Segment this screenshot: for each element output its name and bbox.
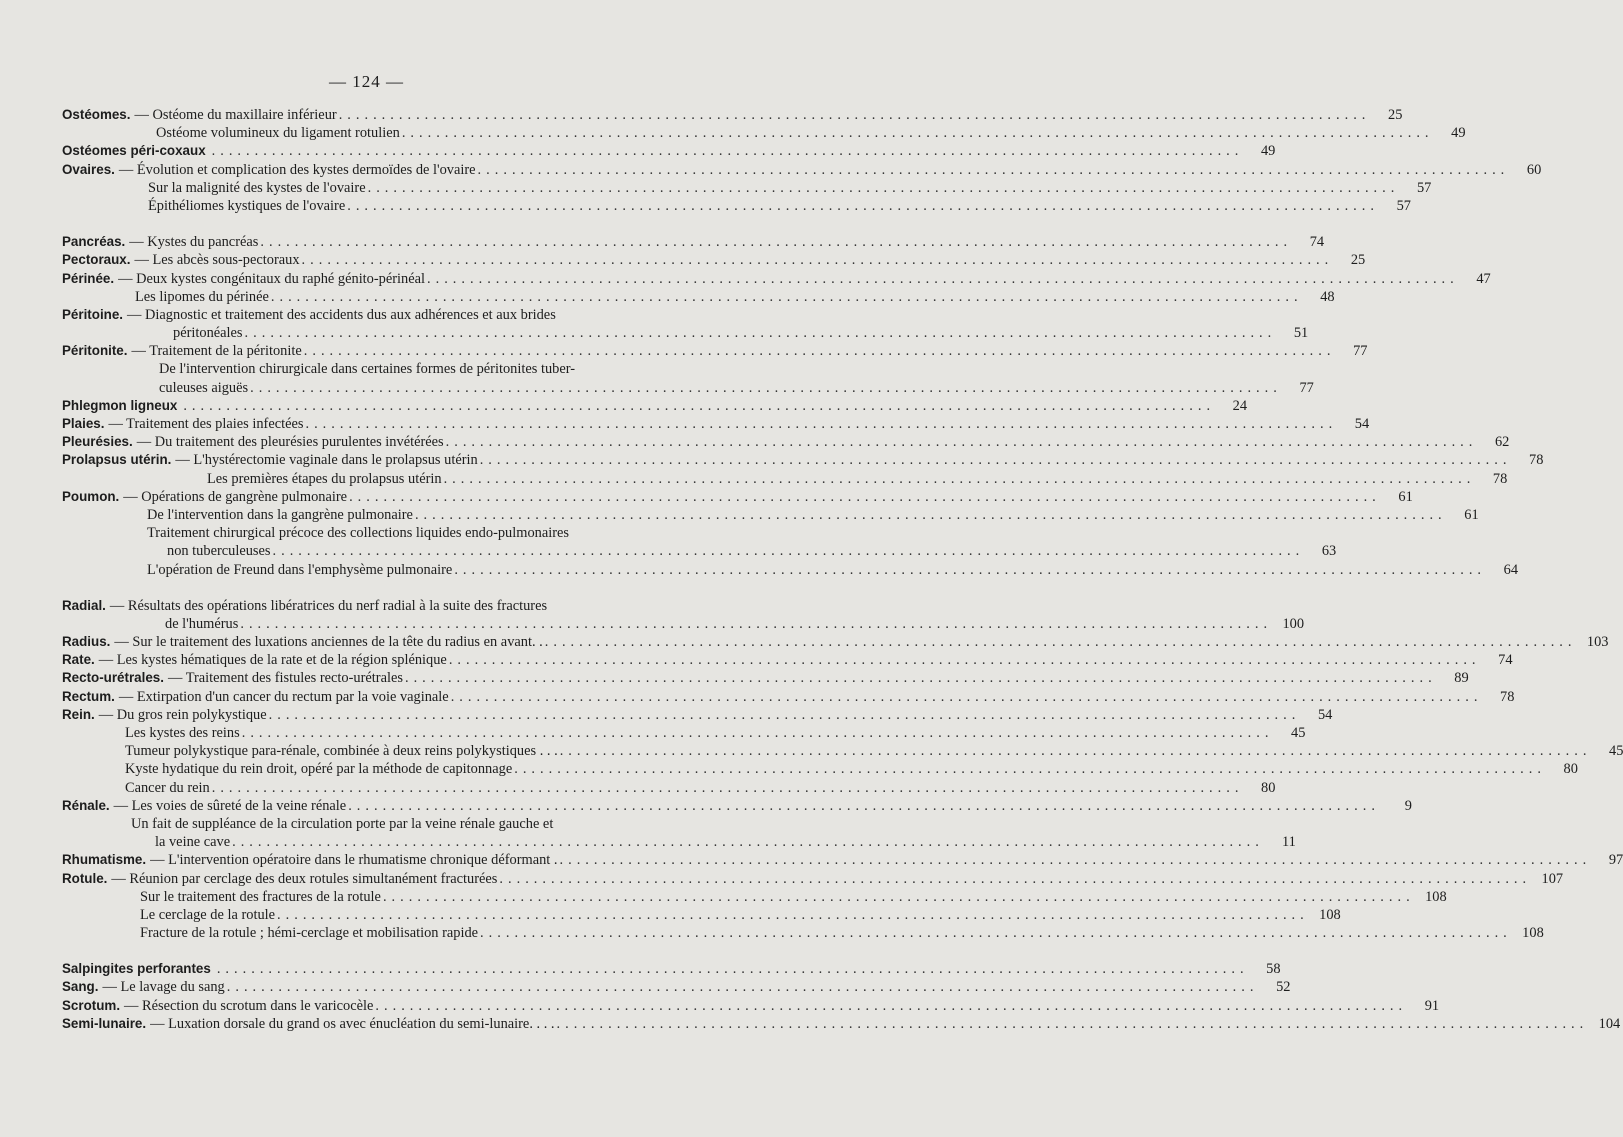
entry-heading: Rate.: [62, 652, 95, 668]
index-entry: [62, 597, 669, 615]
index-entry: [62, 815, 669, 833]
page-ref: 24: [1232, 397, 1248, 414]
entry-heading: Rein.: [62, 706, 95, 722]
entry-heading: Péritoine.: [62, 306, 124, 322]
leader-dots: ........................................................................................................................: [211, 143, 1244, 160]
leader-dots: ........................................................................................................................: [216, 961, 1249, 978]
entry-title: Traitement chirurgical précoce des collections liquides endo-pulmonaires: [147, 525, 570, 542]
page-ref: 62: [1494, 434, 1510, 451]
index-entry: [62, 797, 1412, 815]
leader-dots: ........................................................................................................................: [477, 161, 1510, 178]
leader-dots: ........................................................................................................................: [277, 906, 1309, 923]
entry-title: De l'intervention dans la gangrène pulmonaire: [147, 506, 413, 523]
entry-title: Cancer du rein: [125, 779, 210, 796]
index-entry: [62, 706, 1333, 724]
index-entry: [62, 360, 669, 378]
index-entry: [62, 470, 1508, 488]
entry-heading: Radius.: [62, 634, 111, 650]
page-ref: 57: [1396, 197, 1411, 214]
page-ref: 54: [1317, 706, 1333, 723]
leader-dots: ........................................................................................................................: [382, 888, 1415, 905]
leader-dots: ........................................................................................................................: [401, 125, 1434, 142]
index-entry: [62, 142, 1276, 160]
index-entry: [62, 433, 1510, 451]
entry-title: non tuberculeuses: [167, 543, 271, 560]
page-ref: 45: [1291, 725, 1306, 741]
leader-dots: ........................................................................................................................: [559, 743, 1592, 760]
index-entry: [62, 179, 1432, 197]
index-entry: [62, 451, 1544, 469]
entry-title: — Réunion par cerclage des deux rotules simultanément fracturées: [111, 870, 498, 887]
entry-title: — L'hystérectomie vaginale dans le prolapsus utérin: [175, 452, 478, 469]
page-ref: 48: [1320, 288, 1335, 305]
index-entry: [62, 833, 1296, 851]
page-ref: 108: [1522, 925, 1544, 942]
leader-dots: ........................................................................................................................: [559, 852, 1592, 869]
leader-dots: ........................................................................................................................: [338, 107, 1371, 123]
entry-title: Sur le traitement des fractures de la rotule: [140, 888, 381, 905]
section-gap: [62, 579, 669, 597]
index-entry: [62, 960, 1281, 978]
index-entry: [62, 906, 1341, 924]
leader-dots: ........................................................................................................................: [301, 252, 1334, 269]
leader-dots: ........................................................................................................................: [427, 270, 1459, 287]
entry-title: — Kystes du pancréas: [129, 234, 259, 251]
leader-dots: ........................................................................................................................: [499, 870, 1532, 887]
entry-heading: Pectoraux.: [62, 252, 131, 268]
page-ref: 74: [1498, 652, 1513, 669]
index-entry: [62, 106, 1403, 124]
entry-title: Fracture de la rotule ; hémi-cerclage et mobilisation rapide: [140, 925, 479, 942]
entry-title: — Résection du scrotum dans le varicocèle: [124, 997, 374, 1014]
entry-title: — Évolution et complication des kystes dermoïdes de l'ovaire: [118, 161, 476, 178]
entry-title: — Résultats des opérations libératrices du nerf radial à la suite des fractures: [109, 597, 548, 614]
leader-dots: ........................................................................................................................: [448, 652, 1481, 669]
entry-title: — Deux kystes congénitaux du raphé génito-périnéal: [118, 270, 426, 287]
entry-heading: Sang.: [62, 979, 99, 995]
entry-heading: Phlegmon ligneux: [62, 397, 178, 413]
entry-title: — Les voies de sûreté de la veine rénale: [113, 797, 347, 814]
index-entry: [62, 561, 1519, 579]
entry-heading: Ostéomes.: [62, 107, 131, 122]
index-entry: [62, 633, 1609, 651]
index-entry: [62, 742, 1623, 760]
entry-title: — Ostéome du maxillaire inférieur: [134, 107, 337, 123]
page-ref: 78: [1492, 470, 1508, 487]
leader-dots: ........................................................................................................................: [260, 234, 1293, 251]
page-ref: 108: [1319, 906, 1341, 923]
index-entry: [62, 197, 1411, 215]
entry-title: Un fait de suppléance de la circulation porte par la veine rénale gauche et: [131, 815, 554, 832]
leader-dots: ........................................................................................................................: [240, 615, 1273, 632]
page-ref: 108: [1425, 888, 1447, 905]
page-ref: 25: [1350, 252, 1366, 269]
entry-title: — Le lavage du sang: [102, 979, 225, 996]
index-entry: [62, 270, 1491, 288]
entry-heading: Scrotum.: [62, 997, 121, 1013]
leader-dots: ........................................................................................................................: [443, 470, 1476, 487]
entry-title: de l'humérus: [165, 615, 239, 632]
page-ref: 47: [1476, 270, 1491, 287]
entry-heading: Pancréas.: [62, 234, 126, 250]
entry-title: Les lipomes du périnée: [135, 288, 269, 305]
leader-dots: ........................................................................................................................: [450, 688, 1483, 705]
entry-heading: Rectum.: [62, 688, 115, 704]
entry-heading: Rotule.: [62, 870, 108, 886]
entry-heading: Périnée.: [62, 270, 115, 286]
page-ref: 100: [1282, 615, 1305, 632]
page-ref: 91: [1424, 997, 1440, 1014]
index-entry: [62, 124, 1466, 142]
leader-dots: ........................................................................................................................: [348, 797, 1380, 814]
page-ref: 103: [1586, 634, 1609, 651]
index-entry: [62, 488, 1413, 506]
page-ref: 54: [1354, 416, 1370, 432]
leader-dots: ........................................................................................................................: [226, 979, 1259, 996]
leader-dots: ........................................................................................................................: [347, 197, 1379, 214]
index-entry: [62, 233, 1325, 251]
leader-dots: ........................................................................................................................: [544, 634, 1577, 651]
index-entry: [62, 651, 1513, 669]
entry-heading: Radial.: [62, 597, 106, 613]
index-entry: [62, 924, 1544, 942]
entry-title: — Du traitement des pleurésies purulentes invétérées: [136, 434, 444, 451]
index-entry: [62, 888, 1447, 906]
leader-dots: ........................................................................................................................: [244, 325, 1277, 342]
leader-dots: ........................................................................................................................: [414, 506, 1447, 523]
page-ref: 49: [1260, 143, 1276, 160]
index-entry: [62, 688, 1515, 706]
page-ref: 25: [1388, 107, 1403, 123]
leader-dots: ........................................................................................................................: [445, 434, 1478, 451]
entry-title: Le cerclage de la rotule: [140, 906, 276, 923]
index-entry: [62, 415, 1370, 433]
page-ref: 61: [1464, 506, 1479, 523]
entry-title: — Traitement des fistules recto-urétrales: [167, 670, 403, 687]
section-gap: [62, 215, 669, 233]
entry-title: — L'intervention opératoire dans le rhumatisme chronique déformant .: [150, 852, 558, 869]
entry-heading: Rhumatisme.: [62, 852, 147, 868]
leader-dots: ........................................................................................................................: [479, 452, 1512, 469]
entry-heading: Ovaires.: [62, 161, 115, 177]
entry-title: — Les kystes hématiques de la rate et de la région splénique: [98, 652, 447, 669]
leader-dots: ........................................................................................................................: [272, 543, 1305, 560]
entry-title: De l'intervention chirurgicale dans certaines formes de péritonites tuber-: [159, 361, 576, 378]
entry-title: culeuses aiguës: [159, 379, 249, 396]
page-ref: 57: [1416, 179, 1432, 196]
leader-dots: ........................................................................................................................: [454, 561, 1487, 578]
entry-title: Kyste hydatique du rein droit, opéré par la méthode de capitonnage: [125, 761, 513, 778]
page-ref: 61: [1398, 488, 1413, 505]
index-entry: [62, 342, 1368, 360]
page-ref: 64: [1503, 561, 1519, 578]
index-entry: [62, 161, 1542, 179]
entry-title: — Du gros rein polykystique: [98, 706, 267, 723]
leader-dots: ........................................................................................................................: [480, 925, 1512, 942]
page-ref: 63: [1321, 543, 1337, 560]
leader-dots: ........................................................................................................................: [241, 725, 1274, 741]
page-ref: 60: [1526, 161, 1542, 178]
entry-title: Sur la malignité des kystes de l'ovaire: [148, 179, 366, 196]
entry-heading: Pleurésies.: [62, 434, 133, 450]
entry-title: — Extirpation d'un cancer du rectum par la voie vaginale: [118, 688, 449, 705]
index-entry: [62, 997, 1440, 1015]
leader-dots: ........................................................................................................................: [250, 379, 1282, 396]
page-ref: 49: [1451, 125, 1466, 142]
index-entry: [62, 379, 1314, 397]
page-ref: 89: [1454, 670, 1469, 687]
index-entry: [62, 397, 1248, 415]
leader-dots: ........................................................................................................................: [514, 761, 1546, 778]
entry-title: — Sur le traitement des luxations anciennes de la tête du radius en avant. .: [114, 634, 543, 651]
entry-title: Les premières étapes du prolapsus utérin: [207, 470, 442, 487]
leader-dots: ........................................................................................................................: [183, 397, 1216, 414]
entry-heading: Salpingites perforantes: [62, 961, 211, 977]
entry-heading: Recto-urétrales.: [62, 670, 164, 686]
entry-heading: Rénale.: [62, 797, 110, 813]
page-ref: 78: [1500, 688, 1515, 705]
entry-title: — Traitement de la péritonite: [131, 343, 302, 360]
page-ref: 58: [1266, 961, 1281, 978]
index-entry: [62, 870, 1564, 888]
page-number: — 124 —: [329, 72, 404, 91]
index-entry: [62, 306, 669, 324]
index-entry: [62, 506, 1479, 524]
index-entry: [62, 542, 1337, 560]
index-entry: [62, 760, 1578, 778]
index-entry: [62, 251, 1366, 269]
entry-title: Ostéome volumineux du ligament rotulien: [156, 125, 400, 142]
index-entry: [62, 524, 669, 542]
leader-dots: ........................................................................................................................: [349, 488, 1381, 505]
page-ref: 77: [1299, 379, 1314, 396]
entry-title: Les kystes des reins: [125, 725, 240, 741]
page-ref: 9: [1404, 797, 1412, 814]
entry-heading: Ostéomes péri-coxaux: [62, 143, 206, 159]
page-ref: 104: [1598, 1015, 1621, 1032]
index-entry: [62, 851, 1623, 869]
leader-dots: ........................................................................................................................: [305, 416, 1338, 432]
section-gap: [62, 942, 669, 960]
leader-dots: ........................................................................................................................: [404, 670, 1437, 687]
leader-dots: ........................................................................................................................: [375, 997, 1408, 1014]
entry-heading: Prolapsus utérin.: [62, 452, 172, 468]
page-ref: 80: [1261, 779, 1276, 796]
entry-heading: Plaies.: [62, 416, 105, 431]
page-ref: 74: [1309, 234, 1325, 251]
index-entry: [62, 288, 1335, 306]
index-entry: [62, 669, 1469, 687]
page-ref: 80: [1563, 761, 1578, 778]
page-ref: 97: [1608, 852, 1623, 869]
leader-dots: ........................................................................................................................: [556, 1015, 1589, 1032]
leader-dots: ........................................................................................................................: [367, 179, 1400, 196]
index-entry: [62, 978, 1291, 996]
page-ref: 11: [1281, 834, 1296, 851]
page-ref: 45: [1609, 743, 1623, 760]
entry-title: péritonéales: [173, 325, 243, 342]
entry-title: L'opération de Freund dans l'emphysème pulmonaire: [147, 561, 453, 578]
entry-title: Épithéliomes kystiques de l'ovaire: [148, 197, 346, 214]
leader-dots: ........................................................................................................................: [211, 779, 1244, 796]
index-entry: [62, 615, 1305, 633]
entry-heading: Péritonite.: [62, 343, 128, 359]
leader-dots: ........................................................................................................................: [270, 288, 1303, 305]
entry-heading: Poumon.: [62, 488, 120, 504]
entry-title: — Traitement des plaies infectées: [108, 416, 304, 432]
entry-title: — Luxation dorsale du grand os avec énucléation du semi-lunaire. . . .: [150, 1015, 555, 1032]
index-entry: [62, 779, 1276, 797]
entry-title: — Diagnostic et traitement des accidents dus aux adhérences et aux brides: [127, 306, 556, 323]
entry-heading: Semi-lunaire.: [62, 1015, 147, 1031]
leader-dots: ........................................................................................................................: [232, 834, 1264, 851]
page-ref: 107: [1541, 870, 1564, 887]
page-ref: 52: [1276, 979, 1291, 996]
entry-title: — Les abcès sous-pectoraux: [134, 252, 300, 269]
index-entry: [62, 724, 1306, 742]
leader-dots: ........................................................................................................................: [268, 706, 1301, 723]
entry-title: la veine cave: [155, 834, 231, 851]
index-entry: [62, 1015, 1621, 1033]
page-ref: 77: [1353, 343, 1368, 360]
page-ref: 78: [1529, 452, 1544, 469]
index-list: [62, 106, 1623, 1033]
index-entry: [62, 324, 1309, 342]
page-ref: 51: [1293, 325, 1309, 342]
leader-dots: ........................................................................................................................: [303, 343, 1336, 360]
entry-title: Tumeur polykystique para-rénale, combinée à deux reins polykystiques . . .: [125, 743, 558, 760]
entry-title: — Opérations de gangrène pulmonaire: [123, 488, 348, 505]
